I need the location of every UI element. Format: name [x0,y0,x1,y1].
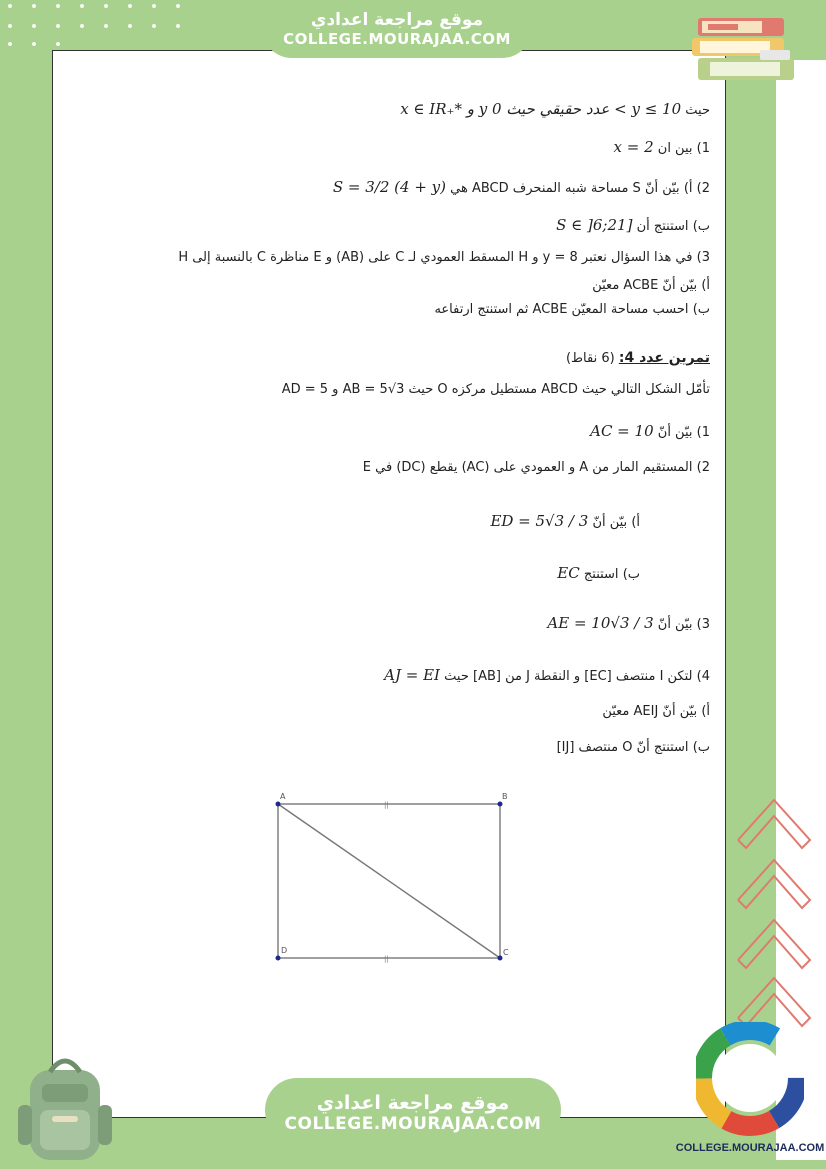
point-c [498,956,503,961]
bottom-banner [265,1078,561,1142]
ex4-question-4a: أ) بيّن أنّ AEIJ معيّن [602,704,710,719]
college-mourajaa-logo [675,1022,825,1162]
label-d: D [281,946,288,955]
intro-line: حيث x ∈ IR₊* و y عدد حقيقي حيث 0 < y ≤ 10 [400,100,710,118]
exercise-4-heading: تمرين عدد 4: (6 نقاط) [565,350,710,366]
ex4-question-2a: أ) بيّن أنّ ED = 5√3 / 3 [490,512,640,530]
colorful-ring-icon [696,1022,804,1140]
question-2a: 2) أ) بيّن أنّ S مساحة شبه المنحرف ABCD هي S = 3/2 (4 + y) [332,178,710,196]
ex4-question-2: 2) المستقيم المار من A و العمودي على (AC) يقطع (DC) في E [362,460,710,475]
backpack-icon [10,1050,120,1165]
chevron-arrows-decoration [730,790,820,1030]
point-d [276,956,281,961]
question-3: 3) في هذا السؤال نعتبر y = 8 و H المسقط العمودي لـ C على (AB) و E مناظرة C بالنسبة إلى H [178,250,710,265]
site-name: موقع مراجعة اعدادي [310,10,484,30]
ex4-question-1: 1) بيّن أنّ AC = 10 [590,422,710,440]
rectangle-figure [270,790,520,970]
point-a [276,802,281,807]
label-b: B [502,792,508,801]
site-name-footer: موقع مراجعة اعدادي [316,1092,510,1114]
ex4-question-4: 4) لتكن I منتصف [EC] و النقطة J من [AB] حيث AJ = EI [384,666,710,684]
exercise-4-statement: تأمّل الشكل التالي حيث ABCD مستطيل مركزه O حيث AB = 5√3 و AD = 5 [281,382,710,397]
question-3b: ب) احسب مساحة المعيّن ACBE ثم استنتج ارتفاعه [434,302,710,317]
decorative-dots [0,0,200,50]
question-2b: ب) استنتج أن S ∈ ]6;21] [556,216,710,234]
top-banner [262,0,532,58]
ex4-question-3: 3) بيّن أنّ AE = 10√3 / 3 [547,614,710,632]
question-3a: أ) بيّن أنّ ACBE معيّن [592,278,710,293]
question-1: 1) بين ان x = 2 [613,138,710,156]
site-domain[interactable]: COLLEGE.MOURAJAA.COM [283,30,511,48]
label-a: A [280,792,286,801]
diagonal-ac [278,804,500,958]
tick-bottom: || [384,955,389,963]
logo-caption: COLLEGE.MOURAJAA.COM [675,1142,825,1154]
books-logo [690,10,800,90]
ex4-question-4b: ب) استنتج أنّ O منتصف [IJ] [556,740,710,755]
ex4-question-2b: ب) استنتج EC [557,564,640,582]
label-c: C [503,948,509,957]
site-domain-footer[interactable]: COLLEGE.MOURAJAA.COM [284,1114,542,1134]
tick-top: || [384,801,389,809]
point-b [498,802,503,807]
